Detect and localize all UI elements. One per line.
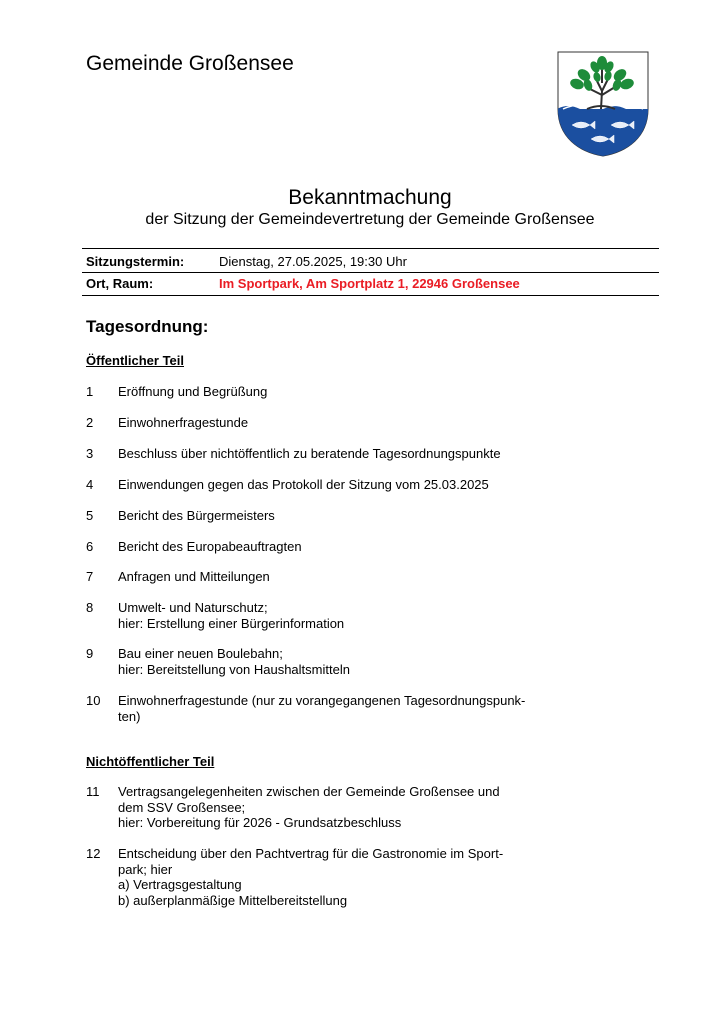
agenda-item-text: b) außerplanmäßige Mittelbereitstellung [118, 892, 348, 908]
meeting-date-row [86, 254, 656, 274]
agenda-item-number: 11 [86, 784, 100, 799]
meeting-place-value: Im Sportpark, Am Sportplatz 1, 22946 Großensee [219, 276, 520, 291]
agenda-heading: Tagesordnung: [86, 317, 209, 336]
meeting-date-value: Dienstag, 27.05.2025, 19:30 Uhr [219, 254, 407, 269]
meeting-place-label: Ort, Raum: [86, 276, 154, 291]
divider-bottom [82, 295, 659, 296]
agenda-item-text: Bericht des Bürgermeisters [118, 508, 275, 523]
agenda-item-text: Anfragen und Mitteilungen [118, 569, 270, 584]
agenda-item-text: Einwohnerfragestunde [118, 415, 249, 430]
divider-top [82, 248, 659, 249]
agenda-item-number: 4 [86, 477, 94, 492]
agenda-item-text: Entscheidung über den Pachtvertrag für die Gastronomie im Sport- [118, 846, 504, 861]
agenda-item-text: hier: Bereitstellung von Haushaltsmitteln [118, 661, 350, 677]
agenda-item-text: Bericht des Europabeauftragten [118, 539, 302, 554]
nonpublic-section-heading: Nichtöffentlicher Teil [86, 754, 215, 769]
agenda-item-text: hier: Erstellung einer Bürgerinformation [118, 615, 345, 631]
municipality-name: Gemeinde Großensee [86, 52, 294, 75]
agenda-item-text: Vertragsangelegenheiten zwischen der Gemeinde Großensee und [118, 784, 500, 799]
agenda-item-text: dem SSV Großensee; [118, 799, 246, 815]
agenda-item-text: Umwelt- und Naturschutz; [118, 600, 268, 615]
divider-middle [82, 272, 659, 273]
agenda-item-text: Einwendungen gegen das Protokoll der Sitzung vom 25.03.2025 [118, 477, 489, 492]
agenda-item-text: Einwohnerfragestunde (nur zu vorangegangenen Tagesordnungspunk- [118, 693, 526, 708]
agenda-item-number: 1 [86, 384, 94, 399]
document-subtitle: der Sitzung der Gemeindevertretung der Gemeinde Großensee [145, 211, 595, 228]
agenda-item-number: 5 [86, 508, 94, 523]
agenda-item-text: a) Vertragsgestaltung [118, 877, 242, 892]
agenda-item-text: Bau einer neuen Boulebahn; [118, 646, 283, 661]
agenda-item-number: 8 [86, 600, 94, 615]
agenda-item-number: 3 [86, 446, 94, 461]
meeting-place-row [86, 276, 656, 296]
agenda-item-number: 2 [86, 415, 94, 430]
coat-of-arms-icon [557, 51, 649, 157]
agenda-item-text: ten) [118, 708, 141, 724]
public-section-heading: Öffentlicher Teil [86, 353, 184, 368]
agenda-item-number: 10 [86, 693, 101, 708]
agenda-item-text: hier: Vorbereitung für 2026 - Grundsatzbeschluss [118, 815, 402, 830]
agenda-item-number: 9 [86, 646, 94, 661]
document-title: Bekanntmachung [288, 186, 452, 209]
meeting-date-label: Sitzungstermin: [86, 254, 185, 269]
agenda-item-number: 7 [86, 569, 94, 584]
agenda-item-text: Eröffnung und Begrüßung [118, 384, 268, 399]
agenda-item-text: park; hier [118, 861, 173, 877]
agenda-item-number: 12 [86, 846, 101, 861]
agenda-item-text: Beschluss über nichtöffentlich zu beratende Tagesordnungspunkte [118, 446, 501, 461]
agenda-item-number: 6 [86, 539, 94, 554]
